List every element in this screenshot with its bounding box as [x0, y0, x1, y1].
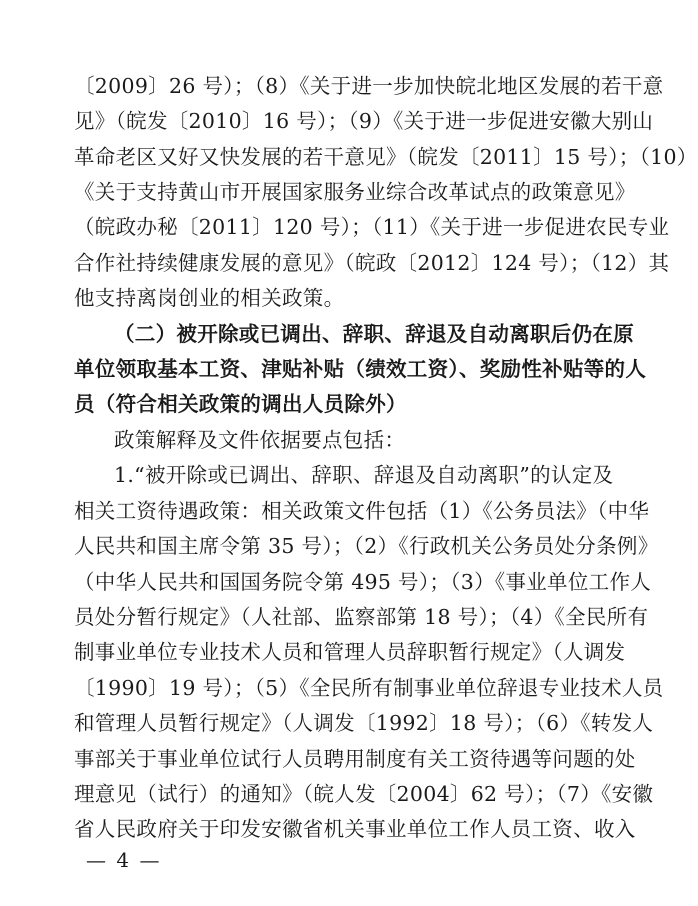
- text-line: 见》（皖发〔2010〕16 号）；（9）《关于进一步促进安徽大别山: [74, 109, 654, 133]
- text-line: （中华人民共和国国务院令第 495 号）；（3）《事业单位工作人: [74, 570, 652, 594]
- text-line: 事部关于事业单位试行人员聘用制度有关工资待遇等问题的处: [74, 747, 636, 771]
- text-line: 和管理人员暂行规定》（人调发〔1992〕18 号）；（6）《转发人: [74, 711, 654, 735]
- text-line: 他支持离岗创业的相关政策。: [74, 286, 345, 310]
- text-line: 制事业单位专业技术人员和管理人员辞职暂行规定》（人调发: [74, 640, 626, 664]
- text-line: 革命老区又好又快发展的若干意见》（皖发〔2011〕15 号）；（10）: [74, 145, 698, 169]
- text-line: 政策解释及文件依据要点包括：: [114, 428, 406, 452]
- text-line: 员处分暂行规定》（人社部、监察部第 18 号）；（4）《全民所有: [74, 605, 649, 629]
- text-line: （皖政办秘〔2011〕120 号）；（11）《关于进一步促进农民专业: [74, 215, 670, 239]
- text-line: 1.“被开除或已调出、辞职、辞退及自动离职”的认定及: [114, 463, 614, 487]
- page-number: — 4 —: [86, 848, 162, 872]
- section-heading: 员（符合相关政策的调出人员除外）: [74, 392, 407, 416]
- text-line: 人民共和国主席令第 35 号）；（2）《行政机关公务员处分条例》: [74, 534, 659, 558]
- text-line: 理意见（试行）的通知》（皖人发〔2004〕62 号）；（7）《安徽: [74, 782, 654, 806]
- text-line: 合作社持续健康发展的意见》（皖政〔2012〕124 号）；（12）其: [74, 251, 670, 275]
- text-line: 〔1990〕19 号）；（5）《全民所有制事业单位辞退专业技术人员: [74, 676, 664, 700]
- section-heading: 单位领取基本工资、津贴补贴（绩效工资）、奖励性补贴等的人: [74, 357, 647, 381]
- text-line: 相关工资待遇政策：相关政策文件包括（1）《公务员法》（中华: [74, 499, 650, 523]
- text-line: 省人民政府关于印发安徽省机关事业单位工作人员工资、收入: [74, 817, 636, 841]
- text-line: 〔2009〕26 号）；（8）《关于进一步加快皖北地区发展的若干意: [74, 74, 664, 98]
- text-line: 《关于支持黄山市开展国家服务业综合改革试点的政策意见》: [74, 180, 636, 204]
- section-heading: （二）被开除或已调出、辞职、辞退及自动离职后仍在原: [114, 322, 634, 346]
